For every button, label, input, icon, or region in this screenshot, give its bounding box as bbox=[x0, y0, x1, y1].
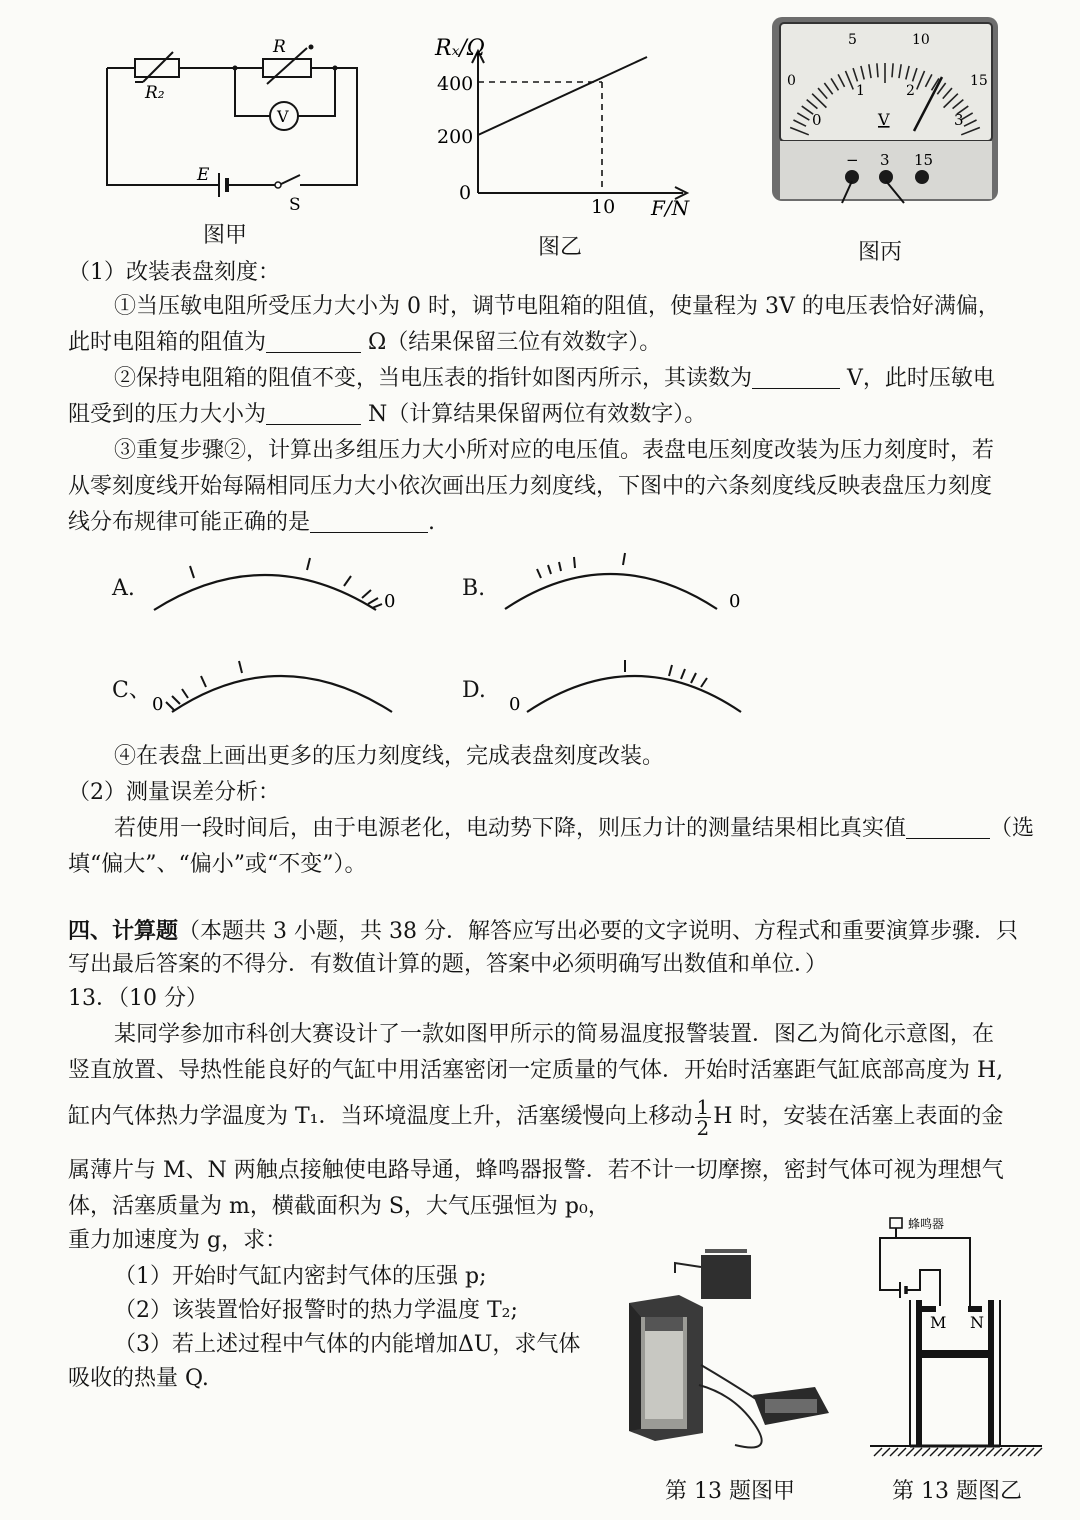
answer-blank-2[interactable] bbox=[752, 366, 840, 389]
q2-line1: ②保持电阻箱的阻值不变，当电压表的指针如图丙所示，其读数为 V，此时压敏电 bbox=[114, 366, 995, 391]
section1-title: （1）改装表盘刻度： bbox=[68, 260, 280, 285]
q3-line3: 线分布规律可能正确的是 . bbox=[68, 510, 436, 535]
dial-tick bbox=[877, 63, 878, 77]
q13-fig-jia-caption: 第 13 题图甲 bbox=[665, 1479, 795, 1504]
q13-sub1: （1）开始时气缸内密封气体的压强 p; bbox=[114, 1264, 487, 1289]
rf-graph bbox=[425, 25, 705, 225]
q3-line2: 从零刻度线开始每隔相同压力大小依次画出压力刻度线，下图中的六条刻度线反映表盘压力刻度 bbox=[68, 474, 993, 499]
ground-hatch-line bbox=[970, 1448, 978, 1456]
ground-hatch-line bbox=[986, 1448, 994, 1456]
q13-p4: 属薄片与 M、N 两触点接触使电路导通，蜂鸣器报警．若不计一切摩擦，密封气体可视为理想气 bbox=[68, 1158, 1004, 1183]
ground-hatch-line bbox=[930, 1448, 938, 1456]
cylinder-schematic bbox=[860, 1210, 1050, 1460]
option-c-arc[interactable] bbox=[150, 648, 410, 728]
label-e: E bbox=[197, 165, 210, 185]
q13-sub3a: （3）若上述过程中气体的内能增加ΔU，求气体 bbox=[114, 1332, 581, 1357]
q13-p2: 竖直放置、导热性能良好的气缸中用活塞密闭一定质量的气体．开始时活塞距气缸底部高度为 H, bbox=[68, 1058, 1004, 1083]
fraction-half: $\frac{1}{2}$ bbox=[696, 1094, 710, 1140]
ground-hatch-line bbox=[874, 1448, 882, 1456]
bottom-scale-0: 0 bbox=[812, 111, 822, 129]
fig-jia-caption: 图甲 bbox=[203, 223, 248, 248]
bottom-scale-3: 3 bbox=[954, 111, 964, 129]
top-scale-0: 0 bbox=[787, 73, 796, 89]
option-b-label[interactable]: B. bbox=[462, 576, 486, 601]
piston bbox=[922, 1350, 988, 1358]
top-scale-5: 5 bbox=[848, 32, 857, 48]
fig-bing-caption: 图丙 bbox=[858, 240, 903, 265]
bottom-scale-1: 1 bbox=[856, 83, 865, 99]
option-d-label[interactable]: D. bbox=[462, 678, 486, 703]
ground-hatch-line bbox=[898, 1448, 906, 1456]
ground-hatch-line bbox=[946, 1448, 954, 1456]
ground-hatch-line bbox=[1018, 1448, 1026, 1456]
contact-m: M bbox=[930, 1313, 947, 1332]
ground-hatch-line bbox=[962, 1448, 970, 1456]
device-photo bbox=[615, 1245, 850, 1460]
ground-hatch-line bbox=[906, 1448, 914, 1456]
q3-line1: ③重复步骤②，计算出多组压力大小所对应的电压值。表盘电压刻度改装为压力刻度时，若 bbox=[114, 438, 995, 463]
answer-blank-4[interactable] bbox=[310, 510, 428, 533]
contact-n: N bbox=[970, 1313, 984, 1332]
ground-hatch-line bbox=[1034, 1448, 1042, 1456]
section2-line1: 若使用一段时间后，由于电源老化，电动势下降，则压力计的测量结果相比真实值 （选 bbox=[114, 816, 1035, 841]
terminal-15-label: 15 bbox=[914, 151, 934, 169]
answer-blank-3[interactable] bbox=[266, 402, 361, 425]
ytick-400: 400 bbox=[437, 73, 474, 95]
q4-text: ④在表盘上画出更多的压力刻度线，完成表盘刻度改装。 bbox=[114, 744, 665, 769]
ground-hatch-line bbox=[914, 1448, 922, 1456]
option-c-label[interactable]: C、 bbox=[112, 678, 151, 703]
x-axis-label: F/N bbox=[651, 196, 690, 220]
origin-label: 0 bbox=[459, 182, 472, 204]
section2-title: （2）测量误差分析： bbox=[68, 780, 280, 805]
q2-line2: 阻受到的压力大小为 N（计算结果保留两位有效数字）。 bbox=[68, 402, 707, 427]
svg-text:0: 0 bbox=[384, 591, 396, 612]
part4-heading-line2: 写出最后答案的不得分．有数值计算的题，答案中必须明确写出数值和单位．） bbox=[68, 952, 828, 977]
voltmeter-figure bbox=[770, 15, 1002, 205]
q13-number: 13．（10 分） bbox=[68, 986, 208, 1011]
ground-hatch-line bbox=[954, 1448, 962, 1456]
top-scale-15: 15 bbox=[970, 73, 988, 89]
option-a-arc[interactable] bbox=[140, 548, 420, 628]
ground-hatch-line bbox=[994, 1448, 1002, 1456]
ground-hatch-line bbox=[1026, 1448, 1034, 1456]
dial-tick bbox=[892, 63, 893, 77]
option-d-arc[interactable] bbox=[505, 648, 765, 728]
bottom-scale-2: 2 bbox=[906, 83, 915, 99]
ground-hatch-line bbox=[938, 1448, 946, 1456]
terminal-3-label: 3 bbox=[880, 151, 890, 169]
ground-hatch-line bbox=[922, 1448, 930, 1456]
xtick-10: 10 bbox=[591, 196, 616, 218]
fig-yi-caption: 图乙 bbox=[538, 235, 583, 260]
label-r2: R₂ bbox=[145, 83, 165, 103]
terminal-minus-label: − bbox=[846, 151, 859, 169]
svg-text:0: 0 bbox=[729, 591, 741, 612]
terminal-15 bbox=[915, 170, 929, 184]
option-b-arc[interactable] bbox=[495, 545, 755, 625]
q13-sub3b: 吸收的热量 Q. bbox=[68, 1366, 209, 1391]
q13-sub2: （2）该装置恰好报警时的热力学温度 T₂; bbox=[114, 1298, 518, 1323]
ground-hatch-line bbox=[978, 1448, 986, 1456]
svg-text:0: 0 bbox=[152, 694, 164, 715]
section2-line2: 填“偏大”、“偏小”或“不变”）。 bbox=[68, 852, 367, 877]
top-scale-10: 10 bbox=[912, 32, 930, 48]
answer-blank-5[interactable] bbox=[906, 816, 990, 839]
q13-p5: 体，活塞质量为 m，横截面积为 S，大气压强恒为 p₀， bbox=[68, 1194, 610, 1219]
y-axis-label: Rₓ/Ω bbox=[435, 36, 486, 61]
option-a-label[interactable]: A. bbox=[112, 576, 135, 601]
part4-heading: 四、计算题（本题共 3 小题，共 38 分．解答应写出必要的文字说明、方程式和重要演算步骤．只 bbox=[68, 918, 1018, 944]
q13-p6: 重力加速度为 g，求： bbox=[68, 1228, 288, 1253]
ground-hatch-line bbox=[882, 1448, 890, 1456]
ytick-200: 200 bbox=[437, 126, 474, 148]
q13-p1: 某同学参加市科创大赛设计了一款如图甲所示的简易温度报警装置．图乙为简化示意图，在 bbox=[114, 1022, 995, 1047]
unit-v: V bbox=[878, 110, 890, 129]
q13-p3: 缸内气体热力学温度为 T₁．当环境温度上升，活塞缓慢向上移动 $\frac{1}{2}$ H 时，安装在活塞上表面的金 bbox=[68, 1094, 1004, 1140]
voltmeter-symbol: V bbox=[277, 107, 289, 126]
q1-line2: 此时电阻箱的阻值为 Ω（结果保留三位有效数字）。 bbox=[68, 330, 662, 355]
svg-text:0: 0 bbox=[509, 694, 521, 715]
ground-hatch-line bbox=[890, 1448, 898, 1456]
q1-line1: ①当压敏电阻所受压力大小为 0 时，调节电阻箱的阻值，使量程为 3V 的电压表恰好满偏， bbox=[114, 294, 1000, 319]
circuit-diagram bbox=[95, 30, 375, 230]
ground-hatch-line bbox=[1010, 1448, 1018, 1456]
answer-blank-1[interactable] bbox=[266, 330, 361, 353]
label-r: R bbox=[273, 37, 286, 57]
ground-hatch-line bbox=[1002, 1448, 1010, 1456]
label-s: S bbox=[289, 195, 301, 215]
buzzer-label: 蜂鸣器 bbox=[908, 1217, 945, 1231]
q13-fig-yi-caption: 第 13 题图乙 bbox=[892, 1479, 1022, 1504]
